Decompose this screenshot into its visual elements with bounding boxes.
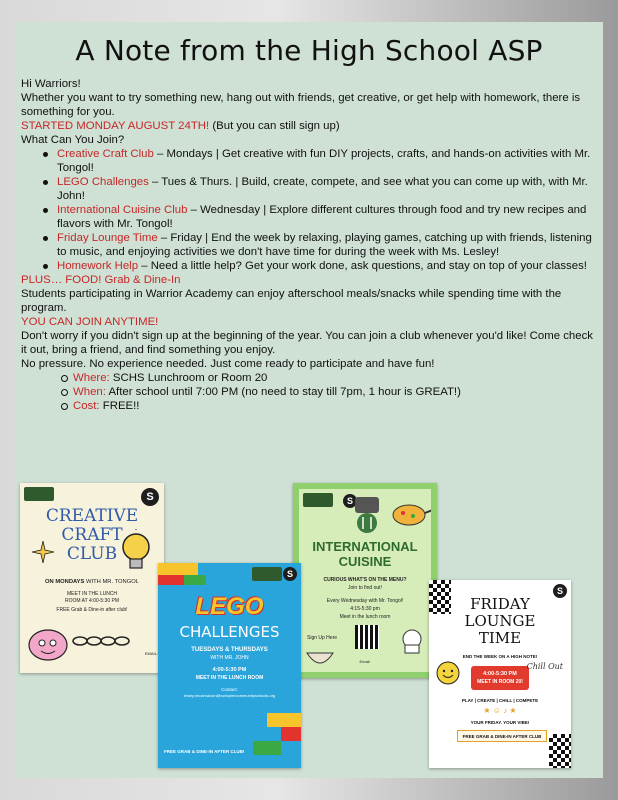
info-value: SCHS Lunchroom or Room 20 — [109, 372, 268, 384]
craft-where: MEET IN THE LUNCH ROOM AT 4:00-5:30 PM — [64, 591, 119, 604]
club-item — [47, 259, 599, 273]
friday-end-week: END THE WEEK ON A HIGH NOTE! — [462, 654, 538, 659]
flyer-creative-craft — [20, 483, 164, 673]
cuisine-title: INTERNATIONAL CUISINE — [312, 539, 418, 569]
craft-food: FREE Grab & Dine-in after club! — [56, 607, 128, 613]
page-title: A Note from the High School ASP — [75, 34, 543, 67]
club-item — [47, 231, 599, 259]
clipboard-clip-icon — [349, 497, 385, 537]
info-value: FREE!! — [99, 400, 140, 412]
cuisine-email-label: Email: — [359, 659, 371, 664]
brain-mascot-icon — [26, 623, 70, 669]
info-item — [61, 399, 599, 413]
smiley-icon — [435, 660, 461, 686]
sparkle-icon — [32, 541, 54, 563]
lego-brick-decor — [158, 563, 198, 575]
paella-pan-icon — [391, 501, 435, 529]
what-can-heading: What Can You Join? — [21, 134, 125, 146]
club-list — [47, 147, 599, 273]
info-label: Where: — [73, 372, 110, 384]
info-label: Cost: — [73, 400, 100, 412]
cuisine-find: Join to find out! — [348, 585, 382, 591]
lego-email: lesley.encarnacion@schuylercommunityschools.org — [183, 693, 276, 698]
info-list — [61, 371, 599, 413]
chef-hat-icon — [399, 629, 425, 657]
lego-where: MEET IN THE LUNCH ROOM — [195, 675, 264, 681]
friday-title: FRIDAY LOUNGE TIME — [464, 595, 536, 647]
friday-time: 4:00-5:30 PM — [483, 671, 517, 677]
warriors-logo — [24, 487, 54, 501]
lego-food: FREE GRAB & DINE-IN AFTER CLUB! — [164, 749, 245, 754]
lego-contact: Contact: — [221, 687, 238, 692]
lego-subtitle: CHALLENGES — [179, 623, 280, 641]
lego-days: TUESDAYS & THURSDAYS — [191, 647, 268, 653]
school-badge-icon: S — [343, 494, 357, 508]
school-badge-icon: S — [283, 567, 297, 581]
activity-icons: ★ ☺ ♪ ★ — [483, 706, 517, 715]
craft-title: CREATIVE CRAFT CLUB — [45, 506, 139, 564]
start-date: STARTED MONDAY AUGUST 24TH! — [21, 120, 210, 132]
club-item — [47, 175, 599, 203]
info-item — [61, 385, 599, 399]
lego-brick-decor — [253, 741, 281, 755]
friday-vibe: YOUR FRIDAY. YOUR VIBE! — [470, 720, 530, 725]
club-name: Homework Help — [57, 260, 139, 272]
friday-room: MEET IN ROOM 20! — [477, 679, 523, 685]
bowl-icon — [305, 645, 335, 669]
cuisine-question: CURIOUS WHAT'S ON THE MENU? — [323, 577, 407, 583]
qr-code-icon — [355, 625, 379, 649]
start-line — [21, 119, 599, 133]
info-label: When: — [73, 386, 106, 398]
join-text: Don't worry if you didn't sign up at the beginning of the year. You can join a club whenever you'd like! Come check it out, bring a friend, and find something you enjoy. — [21, 330, 593, 356]
food-heading: PLUS… FOOD! Grab & Dine-In — [21, 274, 181, 286]
flyer-lego-challenges — [158, 563, 301, 768]
craft-when: ON MONDAYS WITH MR. TONGOL — [45, 579, 139, 585]
info-item — [61, 371, 599, 385]
flyer-international-cuisine — [293, 483, 437, 678]
club-name: Creative Craft Club — [57, 148, 154, 160]
friday-play: PLAY | CREATE | CHILL | COMPETE — [461, 698, 539, 703]
join-heading: YOU CAN JOIN ANYTIME! — [21, 316, 159, 328]
club-name: LEGO Challenges — [57, 176, 149, 188]
lego-brick-decor — [281, 727, 301, 741]
friday-food-box — [457, 730, 547, 742]
club-item — [47, 147, 599, 175]
info-value: After school until 7:00 PM (no need to stay till 7pm, 1 hour is GREAT!) — [105, 386, 461, 398]
start-note: (But you can still sign up) — [209, 120, 340, 132]
club-desc: – Need a little help? Get your work done, ask questions, and stay on top of your classes! — [138, 260, 587, 272]
lego-time: 4:00-5:30 PM — [212, 667, 247, 673]
lego-brick-decor — [158, 575, 184, 585]
cuisine-signup: Sign Up Here — [307, 635, 338, 641]
craft-email-label: EMAIL: — [144, 651, 158, 656]
warriors-logo — [303, 493, 333, 507]
club-item — [47, 203, 599, 231]
friday-info-box — [471, 666, 529, 690]
flyer-friday-lounge — [429, 580, 571, 768]
chill-out-label: Chill Out — [526, 662, 563, 671]
club-name: International Cuisine Club — [57, 204, 188, 216]
pressure-text: No pressure. No experience needed. Just come ready to participate and have fun! — [21, 358, 435, 370]
lego-brick-decor — [267, 713, 301, 727]
lego-brick-decor — [184, 575, 206, 585]
cuisine-details: Every Wednesday with Mr. Tongol! 4:15-5:30 pm Meet in the lunch room — [326, 598, 404, 620]
school-badge-icon: S — [141, 488, 159, 506]
note-body — [21, 77, 599, 413]
lightbulb-icon — [116, 529, 156, 575]
club-desc: – Tues & Thurs. | Build, create, compete, and see what you can come up with, with Mr. John! — [57, 176, 588, 202]
lego-with: WITH MR. JOHN — [210, 655, 249, 661]
club-desc: – Wednesday | Explore different cultures through food and try new recipes and flavors with Mr. Tongol! — [57, 204, 587, 230]
warriors-logo — [252, 567, 282, 581]
school-badge-icon: S — [553, 584, 567, 598]
greeting: Hi Warriors! — [21, 78, 81, 90]
club-name: Friday Lounge Time — [57, 232, 158, 244]
lego-title-logo: LEGO — [195, 593, 264, 620]
checker-decor — [549, 734, 571, 768]
food-text: Students participating in Warrior Academy can enjoy afterschool meals/snacks while spending time with the program. — [21, 288, 562, 314]
club-desc: – Mondays | Get creative with fun DIY projects, crafts, and hands-on activities with Mr. Tongol! — [57, 148, 591, 174]
chain-icon — [72, 633, 132, 649]
club-desc: – Friday | End the week by relaxing, playing games, catching up with friends, listening to music, and enjoying activities we don't have time for during the week with Ms. Lesley! — [57, 232, 592, 258]
intro-text: Whether you want to try something new, hang out with friends, get creative, or get help with homework, there is something for you. — [21, 92, 581, 118]
friday-food: FREE GRAB & DINE-IN AFTER CLUB — [462, 734, 542, 739]
